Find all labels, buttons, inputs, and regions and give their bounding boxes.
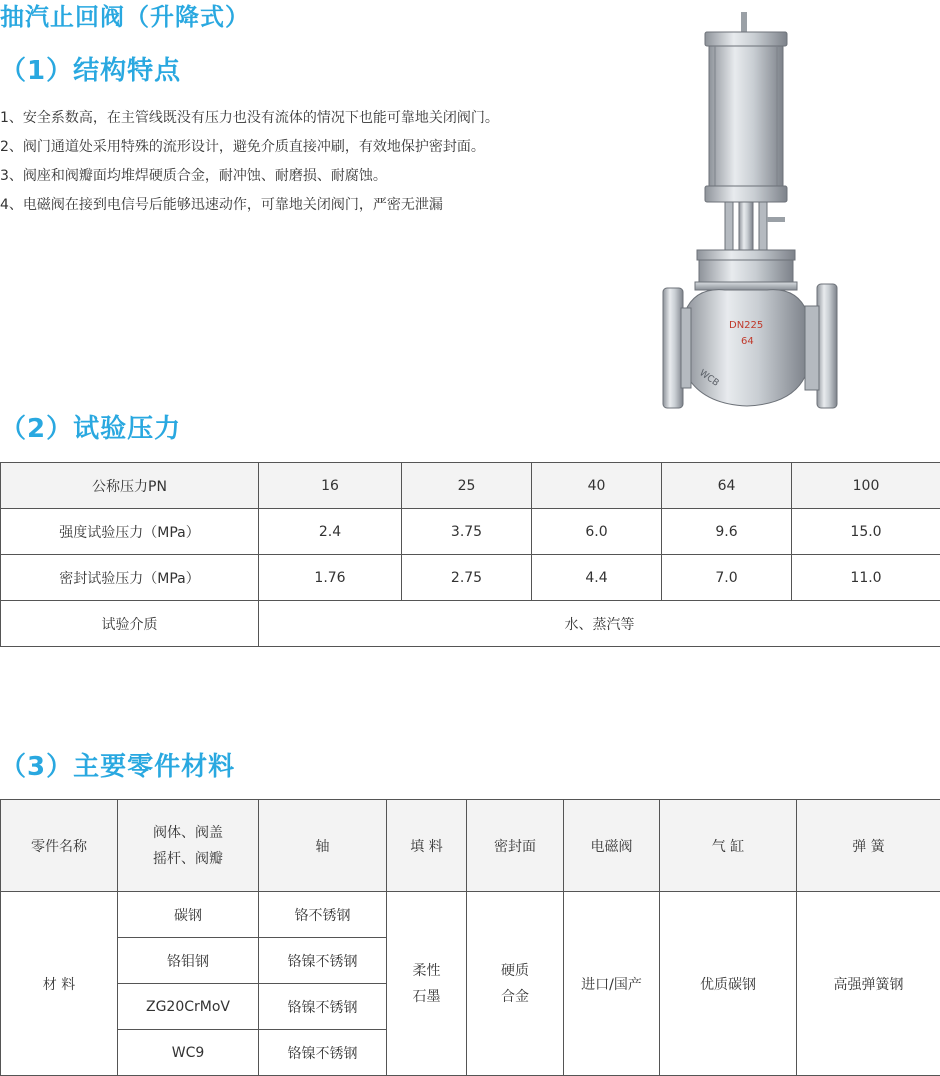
header-cell: 弹 簧 [797,800,940,892]
materials-table [0,799,940,1076]
header-cell: 公称压力PN [1,463,259,509]
test-pressure-table [0,462,940,647]
header-cell: 填 料 [387,800,467,892]
table-cell: ZG20CrMoV [118,984,259,1030]
table-cell: 碳钢 [118,892,259,938]
header-cell: 密封面 [467,800,564,892]
table-cell [387,892,467,1076]
row-label: 密封试验压力（MPa） [1,555,259,601]
valve-marking-size: DN225 [729,320,764,331]
row-label: 试验介质 [1,601,259,647]
header-line: 摇杆、阀瓣 [153,850,223,867]
cell-line: 硬质 [501,962,529,979]
table-cell: 9.6 [662,509,792,555]
table-cell: 铬镍不锈钢 [259,984,387,1030]
table-cell: 15.0 [792,509,940,555]
header-cell: 16 [259,463,402,509]
header-cell: 25 [402,463,532,509]
feature-item: 3、阀座和阀瓣面均堆焊硬质合金，耐冲蚀、耐磨损、耐腐蚀。 [0,168,387,184]
valve-marking-material: WCB [697,368,721,389]
table-cell: 6.0 [532,509,662,555]
table-header-row [1,800,940,892]
valve-marking-pressure: 64 [741,336,754,347]
page-title: 抽汽止回阀（升降式） [0,3,250,31]
table-cell: 7.0 [662,555,792,601]
table-cell: 4.4 [532,555,662,601]
header-cell: 40 [532,463,662,509]
header-cell: 气 缸 [660,800,797,892]
table-cell: 铬不锈钢 [259,892,387,938]
table-cell: 铬钼钢 [118,938,259,984]
feature-item: 4、电磁阀在接到电信号后能够迅速动作，可靠地关闭阀门，严密无泄漏 [0,197,443,213]
table-cell: 优质碳钢 [660,892,797,1076]
row-label: 强度试验压力（MPa） [1,509,259,555]
table-cell: 2.4 [259,509,402,555]
section-heading-test-pressure: （2）试验压力 [0,414,182,444]
table-row [1,601,940,647]
table-cell: 11.0 [792,555,940,601]
table-cell: WC9 [118,1030,259,1076]
table-cell: 2.75 [402,555,532,601]
table-cell: 1.76 [259,555,402,601]
header-cell: 电磁阀 [564,800,660,892]
cell-line: 柔性 [412,962,441,979]
header-cell: 轴 [259,800,387,892]
table-cell: 铬镍不锈钢 [259,938,387,984]
table-cell: 高强弹簧钢 [797,892,940,1076]
table-cell [467,892,564,1076]
cell-line: 合金 [501,988,529,1005]
table-cell: 铬镍不锈钢 [259,1030,387,1076]
feature-list [0,104,499,220]
table-row [1,555,940,601]
table-header-row [1,463,940,509]
feature-item: 1、安全系数高，在主管线既没有压力也没有流体的情况下也能可靠地关闭阀门。 [0,110,499,126]
header-line: 阀体、阀盖 [153,824,223,841]
header-cell: 100 [792,463,940,509]
row-label: 材 料 [1,892,118,1076]
header-cell [118,800,259,892]
table-cell: 3.75 [402,509,532,555]
header-cell: 64 [662,463,792,509]
table-cell: 进口/国产 [564,892,660,1076]
cell-line: 石墨 [412,988,441,1005]
feature-item: 2、阀门通道处采用特殊的流形设计，避免介质直接冲刷，有效地保护密封面。 [0,139,485,155]
table-cell: 水、蒸汽等 [259,601,940,647]
valve-photo [655,12,845,410]
section-heading-structure: （1）结构特点 [0,56,182,86]
table-row [1,509,940,555]
header-cell: 零件名称 [1,800,118,892]
table-row [1,892,940,938]
section-heading-materials: （3）主要零件材料 [0,752,236,782]
